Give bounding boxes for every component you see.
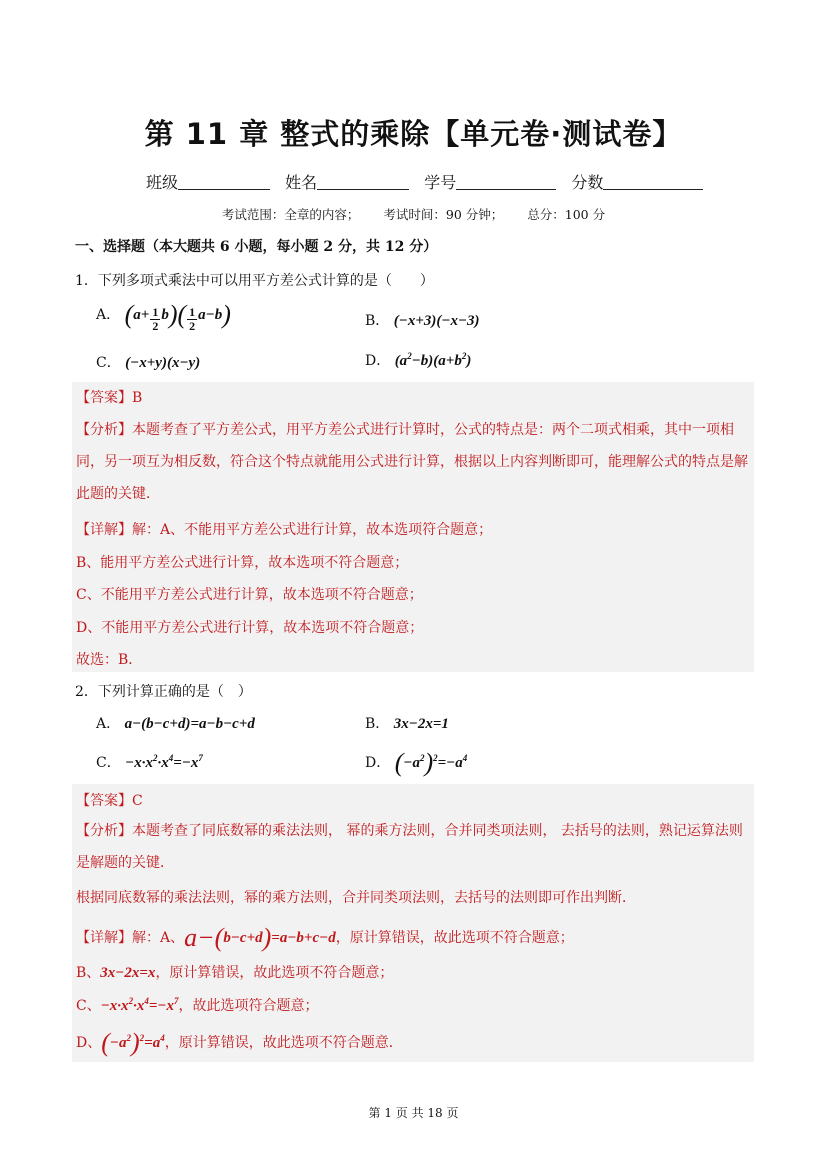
q2-option-d-formula: $(-a^2)^2=-a^4$ <box>394 748 468 777</box>
q2-detail-formula-c: $-x\cdot x^2\cdot x^4=-x^7$ <box>100 996 179 1014</box>
q2-option-d <box>365 748 467 778</box>
q2-analysis-tag: 【分析】 <box>76 823 132 839</box>
q1-option-d-label: D． <box>365 353 391 369</box>
score-field[interactable] <box>603 173 703 190</box>
q1-detail-text-1: 解：A、不能用平方差公式进行计算，故本选项符合题意； <box>132 522 493 538</box>
q1-detail-line-1 <box>76 519 492 539</box>
page-footer: 第 1 页 共 18 页 <box>368 1106 459 1120</box>
q1-answer-box <box>72 382 754 672</box>
question-2-stem: 2．下列计算正确的是（ ） <box>75 684 252 700</box>
section-heading: 一、选择题（本大题共 6 小题，每小题 2 分，共 12 分） <box>75 239 438 255</box>
question-1-stem: 1．下列多项式乘法中可以用平方差公式计算的是（ ） <box>75 273 434 289</box>
q2-option-a-label: A． <box>96 716 121 732</box>
class-label: 班级 <box>146 173 179 192</box>
score-label: 分数 <box>571 173 604 192</box>
q1-option-a-label: A． <box>96 307 121 323</box>
exam-time: 考试时间：90 分钟； <box>383 207 504 222</box>
student-info-row <box>146 170 706 193</box>
student-id-field[interactable] <box>456 173 556 190</box>
q2-detail-line-4 <box>76 1028 403 1058</box>
q2-detail-formula-a: a−(b−c+d)=a−b+c−d <box>184 923 336 952</box>
q1-option-d-formula: $(a^2-b)(a+b^2)$ <box>394 351 472 369</box>
q2-answer-box <box>72 784 754 1062</box>
q2-detail-label-c: C、 <box>76 998 101 1014</box>
page-title: 第 11 章 整式的乘除【单元卷·测试卷】 <box>144 117 683 151</box>
exam-scope: 考试范围：全章的内容； <box>221 207 360 222</box>
q2-analysis <box>76 815 748 879</box>
q1-answer-tag: 【答案】 <box>76 390 132 406</box>
q1-option-a-formula: (a+ $\frac{1}{2}$ b)( $\frac{1}{2}$ a−b) <box>124 300 231 333</box>
q1-option-c <box>96 352 200 372</box>
q1-answer-value: B <box>132 390 143 406</box>
q2-detail-line-1 <box>76 923 574 953</box>
q1-answer <box>76 387 142 407</box>
q1-option-a <box>96 300 231 333</box>
q2-analysis-line-2: 根据同底数幂的乘法法则，幂的乘方法则，合并同类项法则，去括号的法则即可作出判断． <box>76 890 636 906</box>
q2-detail-text-b: ，原计算错误，故此选项不符合题意； <box>155 965 394 981</box>
q1-detail-line-5: 故选：B． <box>76 652 143 668</box>
q2-option-d-label: D． <box>365 755 391 771</box>
q2-option-b-label: B． <box>365 716 390 732</box>
q2-option-b <box>365 713 449 733</box>
q1-option-d <box>365 350 471 370</box>
q2-answer-tag: 【答案】 <box>76 793 132 809</box>
exam-meta <box>0 205 827 223</box>
q1-option-b-formula: (−x+3)(−x−3) <box>393 313 480 329</box>
student-id-label: 学号 <box>424 173 457 192</box>
q1-option-c-label: C． <box>96 355 121 371</box>
q2-analysis-text: 本题考查了同底数幂的乘法法则， 幂的乘方法则，合并同类项法则， 去括号的法则，熟记运算法则是解题的关键． <box>76 823 743 871</box>
name-label: 姓名 <box>285 173 318 192</box>
q2-detail-text-c: ，故此选项符合题意； <box>178 998 319 1014</box>
q2-detail-text-d: ，原计算错误，故此选项不符合题意． <box>164 1035 403 1051</box>
q2-option-c-formula: $-x\cdot x^2\cdot x^4=-x^7$ <box>125 753 203 771</box>
q1-detail-line-3: C、不能用平方差公式进行计算，故本选项不符合题意； <box>76 587 423 603</box>
q2-option-c <box>96 752 203 772</box>
q2-detail-tag: 【详解】 <box>76 930 132 946</box>
q2-detail-label-b: B、 <box>76 965 101 981</box>
q1-option-c-formula: (−x+y)(x−y) <box>125 355 201 371</box>
q2-answer <box>76 790 143 810</box>
q1-option-b-label: B． <box>365 313 390 329</box>
q1-analysis-text: 本题考查了平方差公式，用平方差公式进行计算时，公式的特点是：两个二项式相乘，其中一项相同，另一项互为相反数，符合这个特点就能用公式进行计算，根据以上内容判断即可，能理解公式的特点是解此题的关键． <box>76 422 748 502</box>
q2-detail-formula-b: 3x−2x=x <box>100 965 156 981</box>
q2-detail-prefix: 解：A、 <box>132 930 185 946</box>
q2-answer-value: C <box>132 793 143 809</box>
exam-total: 总分：100 分 <box>527 207 606 222</box>
q2-detail-label-d: D、 <box>76 1035 102 1051</box>
q2-detail-text-a: ，原计算错误，故此选项不符合题意； <box>335 930 574 946</box>
name-field[interactable] <box>317 173 409 190</box>
q1-detail-line-4: D、不能用平方差公式进行计算，故本选项不符合题意； <box>76 620 424 636</box>
q2-option-c-label: C． <box>96 755 121 771</box>
q1-option-b <box>365 310 480 330</box>
q2-option-a-formula: a−(b−c+d)=a−b−c+d <box>124 716 255 732</box>
q1-detail-tag: 【详解】 <box>76 522 132 538</box>
class-field[interactable] <box>178 173 270 190</box>
q2-detail-formula-d: $(-a^2)^2=a^4$ <box>101 1028 165 1057</box>
q2-detail-line-2 <box>76 962 393 982</box>
q2-option-a <box>96 713 255 733</box>
q1-detail-line-2: B、能用平方差公式进行计算，故本选项不符合题意； <box>76 555 409 571</box>
q2-option-b-formula: 3x−2x=1 <box>393 716 449 732</box>
q1-analysis <box>76 414 748 510</box>
q2-detail-line-3 <box>76 995 318 1015</box>
q1-analysis-tag: 【分析】 <box>76 422 132 438</box>
